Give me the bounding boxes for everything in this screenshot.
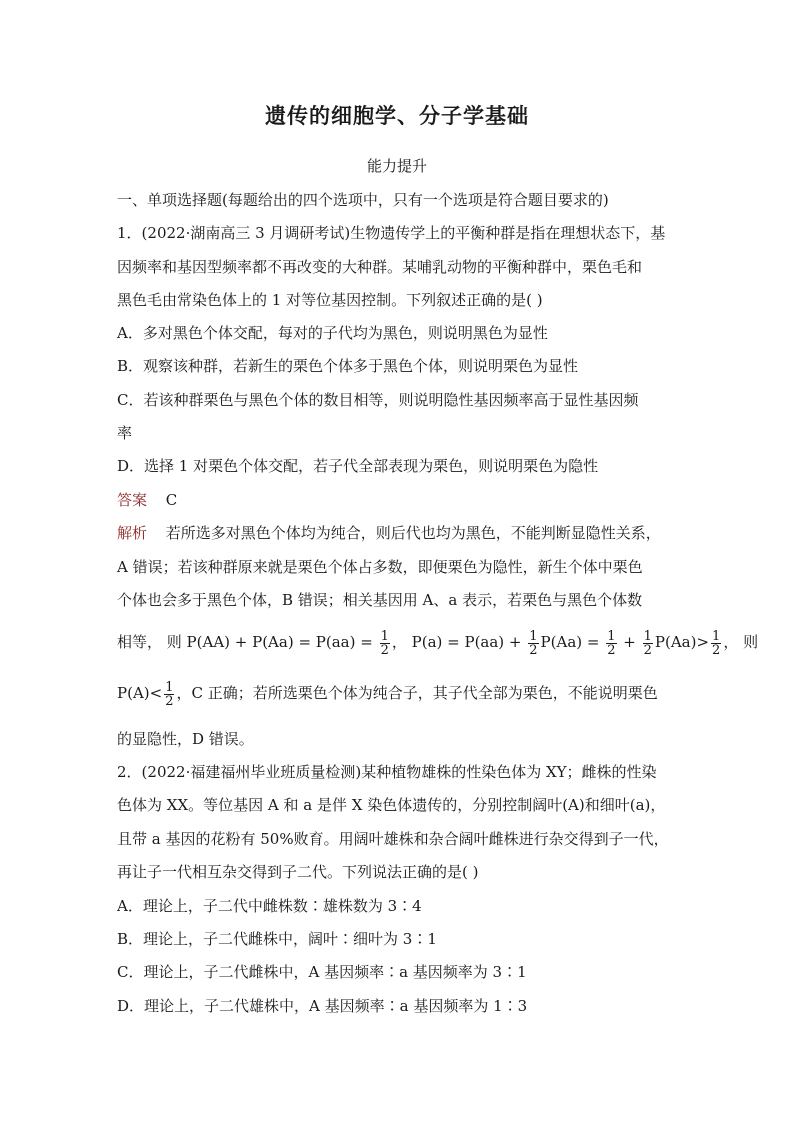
q2-option-b: B．理论上，子二代雌株中，阔叶∶细叶为 3∶1 <box>117 930 437 948</box>
q1-option-c-line-2: 率 <box>117 424 133 442</box>
formula-part-3: P(Aa) = <box>540 633 605 651</box>
formula-part-4: + <box>618 633 641 651</box>
page-subtitle: 能力提升 <box>366 157 427 175</box>
fraction-half: $\frac{1}{2}$ <box>643 628 652 658</box>
formula-part-1: 相等， 则 P(AA) + P(Aa) = P(aa) = <box>117 633 378 651</box>
q2-stem-line-4: 再让子一代相互杂交得到子二代。下列说法正确的是( ) <box>117 863 479 881</box>
section-heading: 一、单项选择题(每题给出的四个选项中，只有一个选项是符合题目要求的) <box>117 191 609 209</box>
formula-part-2: ， P(a) = P(aa) + <box>391 633 527 651</box>
fraction-half: $\frac{1}{2}$ <box>712 628 721 658</box>
formula-part-7: P(A)< <box>117 684 163 702</box>
q1-option-a: A．多对黑色个体交配，每对的子代均为黑色，则说明黑色为显性 <box>117 324 548 342</box>
answer-value: C <box>165 491 178 509</box>
formula-part-5: P(Aa)> <box>654 633 710 651</box>
q1-stem-line-3: 黑色毛由常染色体上的 1 对等位基因控制。下列叙述正确的是( ) <box>117 291 543 309</box>
page-title: 遗传的细胞学、分子学基础 <box>265 103 529 128</box>
fraction-half: $\frac{1}{2}$ <box>165 679 174 709</box>
q2-option-a: A．理论上，子二代中雌株数∶雄株数为 3∶4 <box>117 897 422 915</box>
q1-stem-line-1: 1．(2022·湖南高三 3 月调研考试)生物遗传学上的平衡种群是指在理想状态下，基 <box>117 224 666 242</box>
fraction-half: $\frac{1}{2}$ <box>529 628 538 658</box>
q1-analysis-line-5 <box>117 677 687 709</box>
q2-stem-line-3: 且带 a 基因的花粉有 50%败育。用阔叶雄株和杂合阔叶雌株进行杂交得到子一代， <box>117 830 669 848</box>
q2-option-c: C．理论上，子二代雌株中，A 基因频率∶a 基因频率为 3∶1 <box>117 963 527 981</box>
q1-analysis-formula-line <box>117 626 759 658</box>
fraction-half: $\frac{1}{2}$ <box>607 628 616 658</box>
analysis-text-5: ，C 正确；若所选栗色个体为纯合子，其子代全部为栗色，不能说明栗色 <box>176 684 658 702</box>
formula-part-6: ， 则 <box>723 633 759 651</box>
q2-option-d: D．理论上，子二代雄株中，A 基因频率∶a 基因频率为 1∶3 <box>117 997 528 1015</box>
analysis-label: 解析 <box>117 524 148 542</box>
q1-option-c-line-1: C．若该种群栗色与黑色个体的数目相等，则说明隐性基因频率高于显性基因频 <box>117 391 639 409</box>
q1-analysis-line-2: A 错误；若该种群原来就是栗色个体占多数，即便栗色为隐性，新生个体中栗色 <box>117 558 643 576</box>
q1-stem-line-2: 因频率和基因型频率都不再改变的大种群。某哺乳动物的平衡种群中，栗色毛和 <box>117 258 643 276</box>
answer-label: 答案 <box>117 491 148 509</box>
fraction-half: $\frac{1}{2}$ <box>380 628 389 658</box>
analysis-text-1: 若所选多对黑色个体均为纯合，则后代也均为黑色，不能判断显隐性关系， <box>165 524 661 542</box>
q2-stem-line-1: 2．(2022·福建福州毕业班质量检测)某种植物雄株的性染色体为 XY；雌株的性染 <box>117 763 657 781</box>
q1-option-b: B．观察该种群，若新生的栗色个体多于黑色个体，则说明栗色为显性 <box>117 357 579 375</box>
q1-analysis-line-3: 个体也会多于黑色个体，B 错误；相关基因用 A、a 表示，若栗色与黑色个体数 <box>117 591 643 609</box>
q1-option-d: D．选择 1 对栗色个体交配，若子代全部表现为栗色，则说明栗色为隐性 <box>117 457 599 475</box>
q1-answer <box>117 490 687 510</box>
q1-analysis-line-6: 的显隐性，D 错误。 <box>117 730 254 748</box>
q1-analysis-line-1 <box>117 523 687 543</box>
q2-stem-line-2: 色体为 XX。等位基因 A 和 a 是伴 X 染色体遗传的，分别控制阔叶(A)和细叶(a)， <box>117 796 666 814</box>
